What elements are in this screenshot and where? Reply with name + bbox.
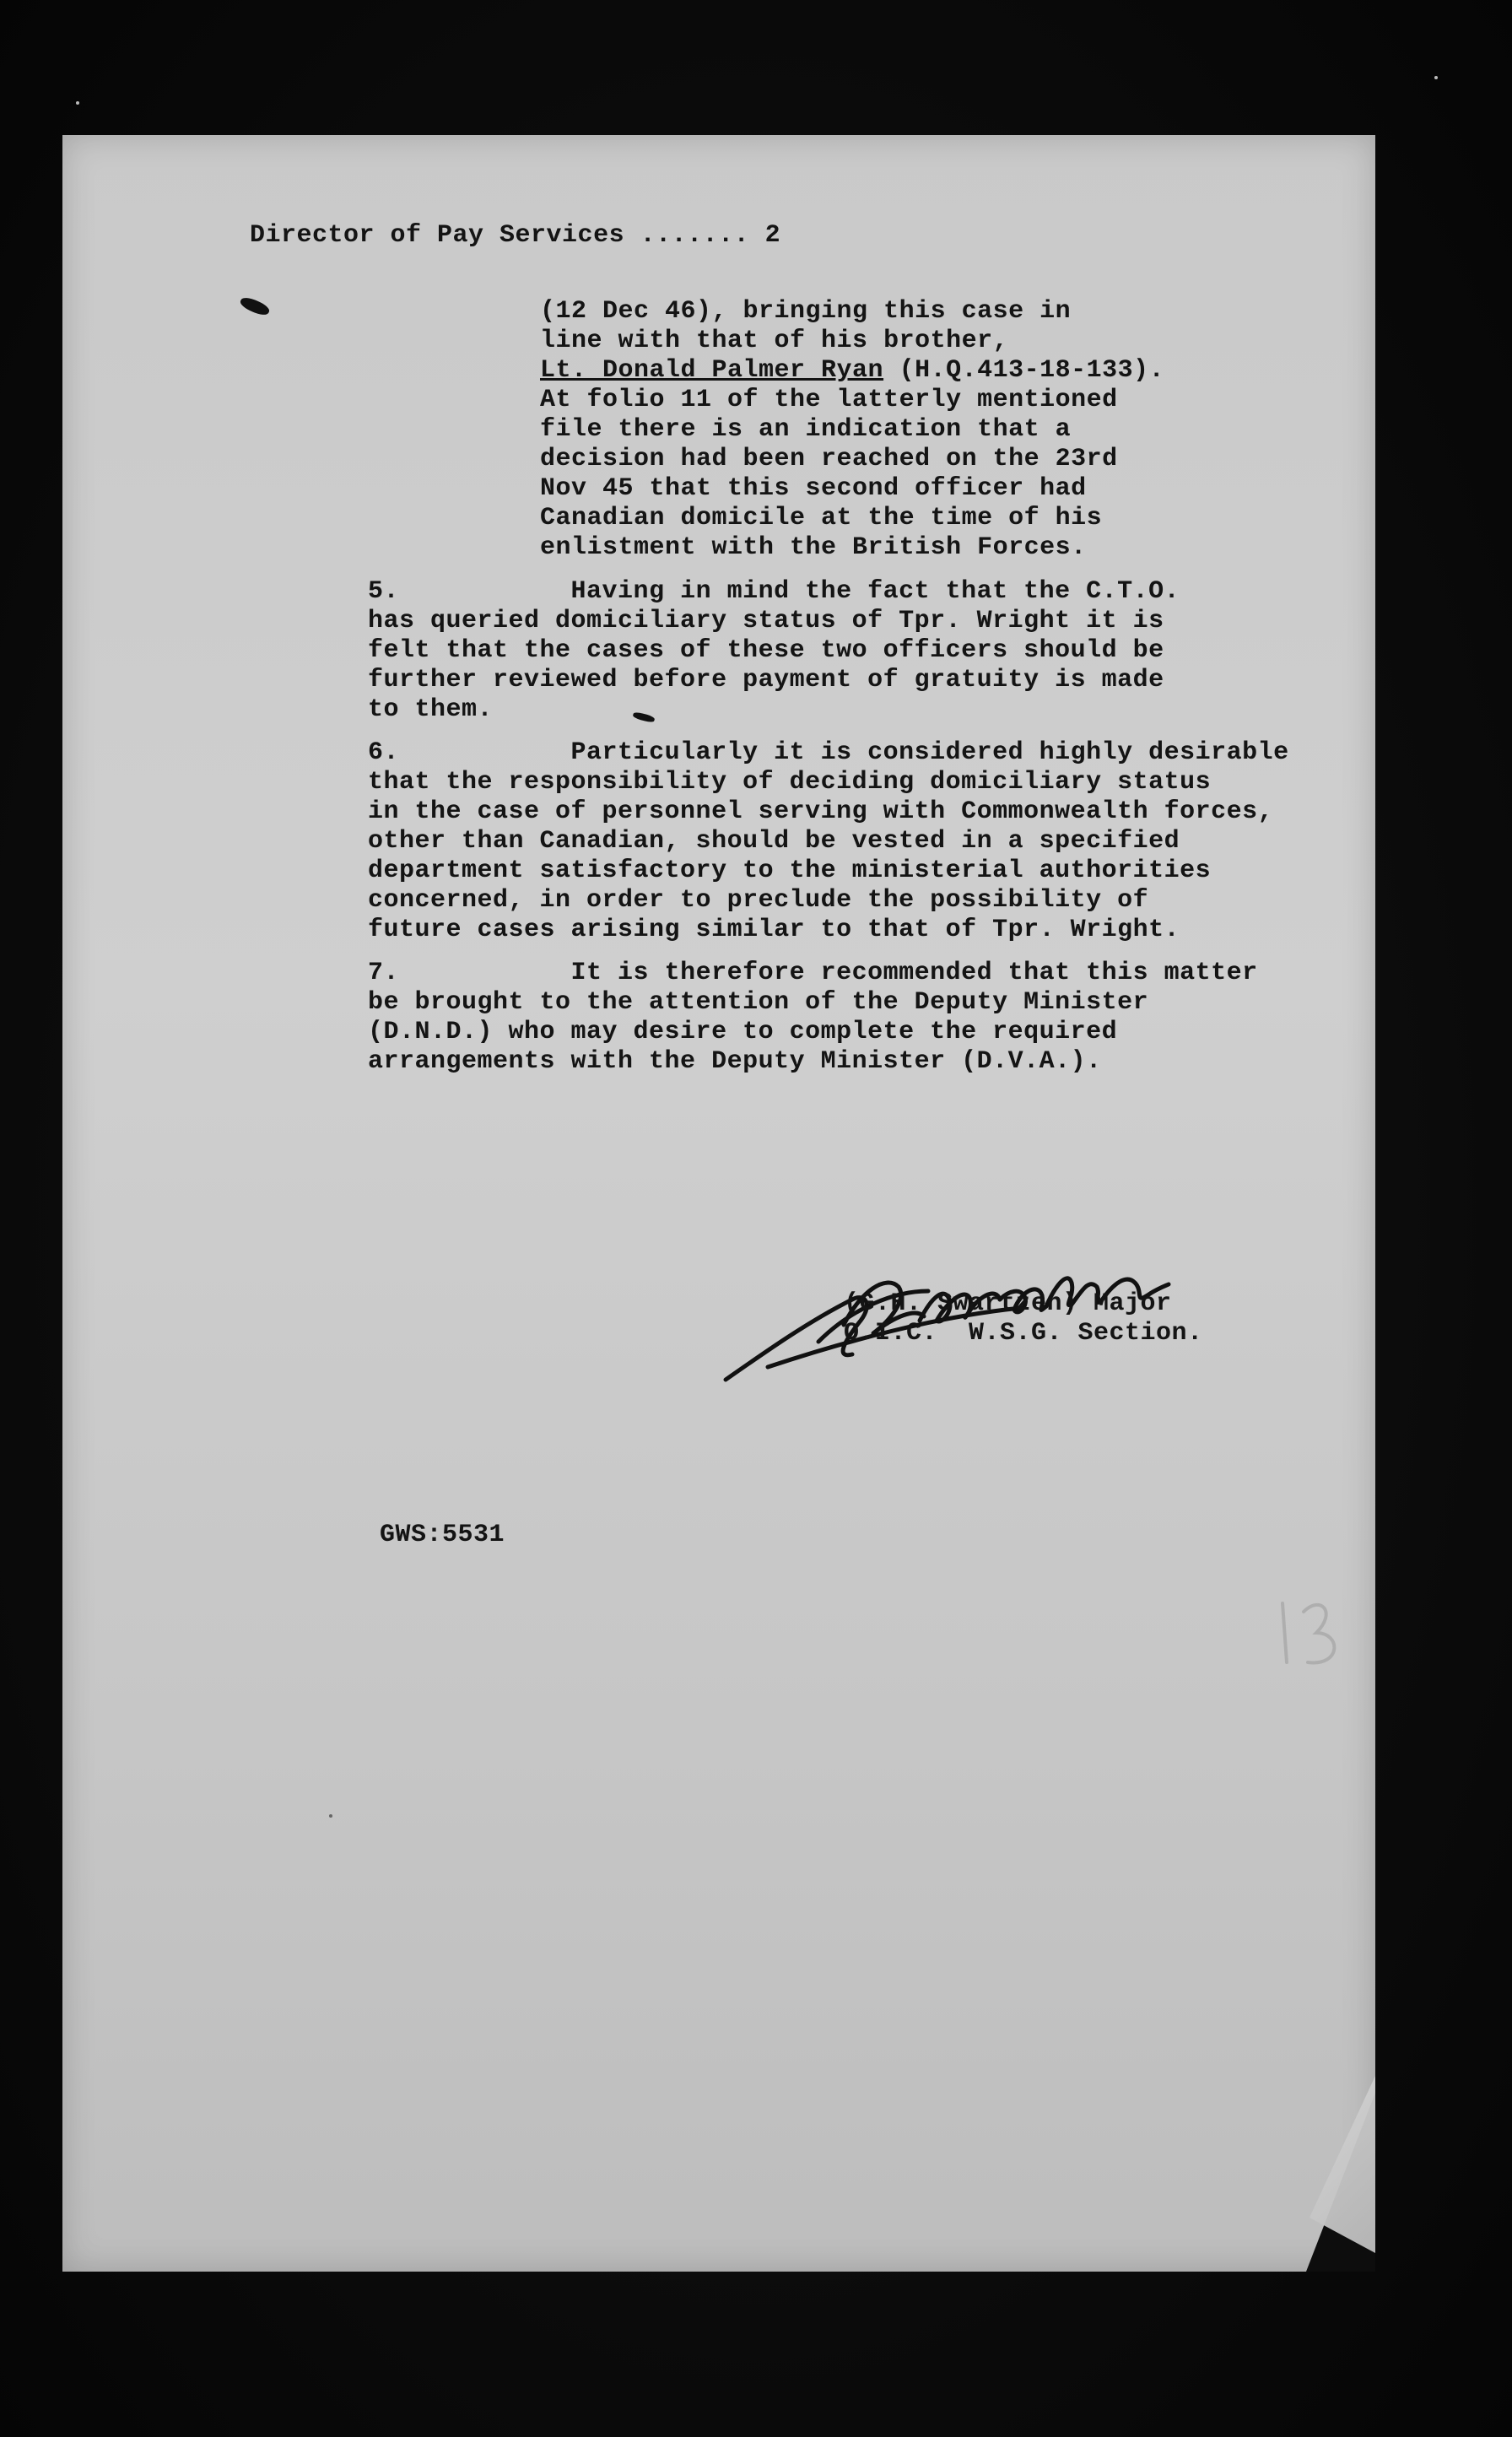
paragraph-line: in the case of personnel serving with Commonwealth forces, (368, 797, 1274, 826)
signatory-title: O.I.C. W.S.G. Section. (844, 1319, 1203, 1348)
paragraph-line: Particularly it is considered highly desirable (399, 738, 1289, 767)
continuation-line: enlistment with the British Forces. (540, 533, 1087, 562)
paragraph-line: arrangements with the Deputy Minister (D.V.A.). (368, 1047, 1102, 1076)
continuation-line: decision had been reached on the 23rd (540, 445, 1118, 473)
paragraph-5 (368, 577, 1180, 725)
paragraph-line: felt that the cases of these two officers should be (368, 636, 1164, 665)
paragraph-line: future cases arising similar to that of Tpr. Wright. (368, 916, 1180, 944)
page-header: Director of Pay Services ....... 2 (250, 221, 781, 250)
film-speck (1434, 76, 1438, 79)
continuation-line: Canadian domicile at the time of his (540, 504, 1103, 532)
signatory-name: (G.H. Swartzen) Major (844, 1289, 1172, 1318)
continuation-line: Nov 45 that this second officer had (540, 474, 1087, 503)
reference-code: GWS:5531 (380, 1521, 505, 1549)
continuation-line: (12 Dec 46), bringing this case in (540, 297, 1072, 326)
paragraph-line: to them. (368, 695, 494, 724)
paragraph-line: department satisfactory to the ministerial authorities (368, 856, 1212, 885)
paragraph-line: other than Canadian, should be vested in a specified (368, 827, 1180, 856)
paragraph-line: be brought to the attention of the Deputy Minister (368, 988, 1149, 1017)
paragraph-line: concerned, in order to preclude the possibility of (368, 886, 1149, 915)
paragraph-number: 7. (368, 959, 400, 987)
paragraph-line: has queried domiciliary status of Tpr. Wright it is (368, 607, 1164, 635)
paragraph-line: (D.N.D.) who may desire to complete the required (368, 1018, 1118, 1046)
paragraph-line: It is therefore recommended that this matter (399, 959, 1258, 987)
continuation-line: file there is an indication that a (540, 415, 1072, 444)
continuation-paragraph (540, 297, 1164, 563)
officer-name: Lt. Donald Palmer Ryan (540, 356, 884, 385)
continuation-line: line with that of his brother, (540, 327, 1009, 355)
file-reference: (H.Q.413-18-133). (883, 356, 1165, 385)
paragraph-7 (368, 959, 1258, 1077)
paragraph-line: that the responsibility of deciding domiciliary status (368, 768, 1212, 797)
paragraph-number: 5. (368, 577, 400, 606)
paragraph-line: further reviewed before payment of gratuity is made (368, 666, 1164, 694)
paragraph-6 (368, 738, 1289, 945)
continuation-line: At folio 11 of the latterly mentioned (540, 386, 1118, 414)
film-speck (329, 1814, 332, 1818)
paragraph-number: 6. (368, 738, 400, 767)
paragraph-line: Having in mind the fact that the C.T.O. (399, 577, 1180, 606)
faint-pencil-mark (1266, 1586, 1358, 1679)
film-speck (76, 101, 79, 105)
signature-block (844, 1289, 1203, 1348)
